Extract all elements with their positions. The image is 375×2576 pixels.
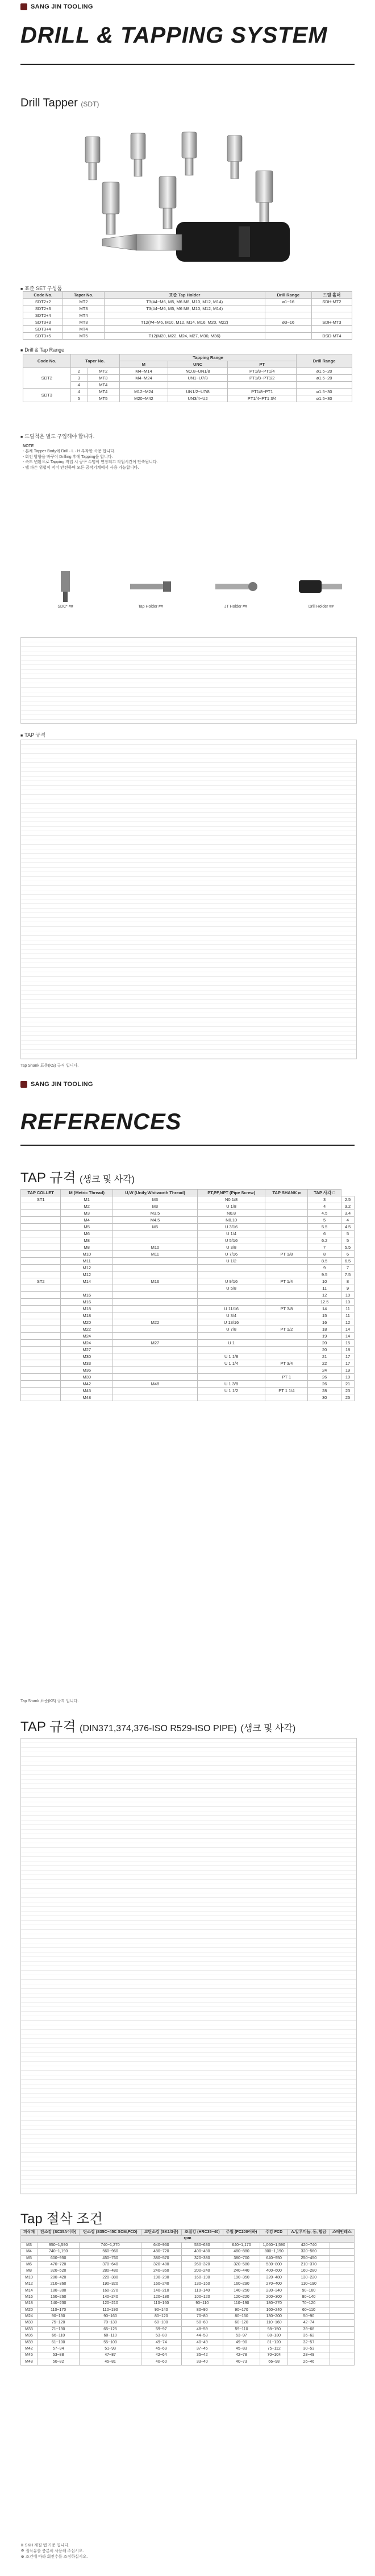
table-row: M3 950~1,590 740~1,270 640~960 530~630 640~1,170 1,060~1,590 420~740 [21, 2242, 355, 2248]
table-row: M18 U 3/4 15 11 [21, 1312, 355, 1319]
table-row: M10 280~420 220~380 190~290 160~190 190~350 320~480 130~220 [21, 2274, 355, 2281]
table-row: M30 75~120 70~130 60~100 50~60 60~120 110~160 42~74 [21, 2320, 355, 2326]
accessory-item: Tap Holder ## [119, 569, 182, 620]
range-table-label: ■ Drill & Tap Range [20, 347, 64, 353]
table-row: 5 MT5 M20~M42 UN3/4~U2 PT1/4~PT1 3/4 ø1.5~30 [23, 395, 352, 402]
tap-holder-icon [128, 569, 173, 603]
references-rule [20, 1145, 355, 1146]
table-row: SDT2+3 MT3 T3(#4~M6, M5, M6 M8, M10, M12, M14) [23, 306, 352, 312]
table-row: SDT2+4 MT4 [23, 312, 352, 319]
set-col-taper: Taper No. [63, 292, 104, 299]
table-row: M30 U 1 1/8 21 17 [21, 1353, 355, 1360]
notes-block: NOTE - 본체 Tapper Body에 Drill · L · H 부착한 사용 합니다. - 회전 방향을 바꾸어 Drilling 후에 Tapping을 합니다. - 속도 변환으로 Tapping 작업 시 공구 수명이 연장되고 작업시간이 단축됩니다. - 탭 파손 위험이 적어 안전하며 모든 공작기계에서 사용 가능합니다. [23, 444, 341, 470]
table-row: M5 600~950 450~760 380~570 320~380 380~700 640~950 250~450 [21, 2255, 355, 2261]
accessory-item: SDC* ## [34, 569, 97, 620]
table-row: M12 210~360 190~320 160~240 130~160 160~290 270~400 110~190 [21, 2281, 355, 2288]
cutting-conditions-title: Tap 절삭 조건 [20, 2211, 103, 2227]
table-row: M36 24 19 [21, 1367, 355, 1374]
table-row: M10 M11 U 7/16 PT 1/8 8 6 [21, 1251, 355, 1258]
tap-spec-table: TAP COLLET M (Metric Thread) U,W (Unify,Whitworth Thread) PT,PF,NPT (Pipe Screw) TAP SHANK ø TAP 사각 □ ST1 M1 M3 N0.1/8 3 2.5 M2 M3 U 1/8 4 3.2 M3 M3.5 N0.8 4.5 3.4 M4 M4.5 N0.10 5 4 M5 M5 U 3/16 5.5 4.5 M6 U 1/4 6 5 M8 U 5/16 6.2 5 M8 M10 U 3/8 7 5.5 M10 M11 U 7/16 PT 1/8 8 6 M11 U 1/2 8.5 6.5 M12 9 7 M12 9.5 7.5 ST2 M14 M16 U 9/16 PT 1/4 10 8 U 5/8 11 9 M16 12 10 M16 12.5 10 M18 U 11/16 PT 3/8 14 11 M18 U 3/4 15 11 M20 M22 U 13/16 16 12 M22 U 7/8 PT 1/2 18 14 M24 19 14 M24 M27 U 1 20 15 M27 20 18 M30 U 1 1/8 21 17 M33 U 1 1/4 PT 3/4 22 17 M36 24 19 M39 PT 1 26 19 M42 M48 U 1 3/8 26 21 M45 U 1 1/2 PT 1 1/4 28 23 M48 30 25 [20, 1189, 355, 1401]
jt-holder-icon [213, 569, 259, 603]
table-row: M45 53~88 47~87 42~64 35~42 42~78 70~104 28~49 [21, 2352, 355, 2359]
table-row: SDT2 2 MT2 M4~M14 NO.8~UN1/8 PT1/8~PT1/4 ø1.5~20 [23, 368, 352, 375]
table-row: 4 MT4 [23, 382, 352, 389]
sdc-icon [54, 569, 77, 603]
product-title: Drill Tapper (SDT) [20, 97, 99, 109]
drill-holder-icon [295, 569, 347, 603]
table-row: M12 9 7 [21, 1265, 355, 1272]
table-row: M24 19 14 [21, 1333, 355, 1340]
table-row: M4 M4.5 N0.10 5 4 [21, 1217, 355, 1224]
brand-name: SANG JIN TOOLING [31, 3, 93, 10]
table-row: M45 U 1 1/2 PT 1 1/4 28 23 [21, 1388, 355, 1394]
table-row: ST2 M14 M16 U 9/16 PT 1/4 10 8 [21, 1278, 355, 1285]
table-row: M33 71~130 65~125 59~97 48~59 59~110 98~150 39~68 [21, 2326, 355, 2333]
table-row: M5 M5 U 3/16 5.5 4.5 [21, 1224, 355, 1231]
table-row: M11 U 1/2 8.5 6.5 [21, 1258, 355, 1265]
table-row: M12 9.5 7.5 [21, 1272, 355, 1278]
title-rule [20, 64, 355, 65]
drill-range-detail-table [20, 637, 357, 724]
set-table [23, 291, 352, 340]
table-row: M2 M3 U 1/8 4 3.2 [21, 1203, 355, 1210]
table-row: U 5/8 11 9 [21, 1285, 355, 1292]
din-tap-table [20, 1738, 357, 2194]
set-col-drill-holder: 드릴 홀더 [311, 292, 352, 299]
table-row: M20 M22 U 13/16 16 12 [21, 1319, 355, 1326]
table-row: SDT2+2 MT2 T3(#4~M6, M5, M6 M8, M10, M12, M14) ø1~16 SDH-MT2 [23, 299, 352, 306]
accessories-label: ■ 드릴척은 별도 구입해야 합니다. [20, 432, 94, 440]
page-title: DRILL & TAPPING SYSTEM [20, 23, 328, 48]
product-photo [68, 131, 307, 273]
tap-holder-note: Tap Shank 표준(KS) 규격 입니다. [20, 1064, 79, 1068]
table-row: M3 M3.5 N0.8 4.5 3.4 [21, 1210, 355, 1217]
table-row: M6 U 1/4 6 5 [21, 1231, 355, 1237]
table-row: M8 U 5/16 6.2 5 [21, 1237, 355, 1244]
tap-spec-title: TAP 규격 (생크 및 사각) [20, 1170, 135, 1186]
range-table: Code No. Taper No. Tapping Range Drill Range M UNC PT SDT2 2 MT2 M4~M14 NO.8~UN1/8 PT1/8~PT1/4 ø1.5~20 3 MT3 M4~M24 UN1~U7/8 PT1/8~PT1/2 ø1.5~20 4 MT4 SDT3 4 MT4 M12~M24 UN1/2~U7/8 PT1/8~PT1 ø1.5~30 5 MT5 M20~M42 UN3/4~U2 PT1/4~PT1 3/4 ø1.5~30 [23, 354, 352, 402]
table-row: M4 740~1,190 560~960 480~720 400~480 480~880 800~1,190 320~560 [21, 2249, 355, 2255]
set-col-drill-range: Drill Range [265, 292, 311, 299]
table-row: M39 PT 1 26 19 [21, 1374, 355, 1381]
table-row: M22 U 7/8 PT 1/2 18 14 [21, 1326, 355, 1333]
tap-holder-label: ■ TAP 규격 [20, 731, 45, 738]
set-col-code: Code No. [23, 292, 63, 299]
cutting-conditions-table: 피삭재 탄소강 (SC35A이하) 탄소강 (S35C~45C SCM,FCD) 고탄소강 (SK1/3종) 조질강 (HRC35~40) 주철 (FC200이하) 주강 FCD A.알루미늄, 동, 합금 스테인레스 rpm M3 950~1,590 740~1,270 640~960 530~630 640~1,170 1,060~1,590 420~740 M4 740~1,190 560~960 480~720 400~480 480~880 800~1,190 320~560 M5 600~950 450~760 380~570 320~380 380~700 640~950 250~450 M6 470~720 370~640 320~480 260~320 320~580 530~800 210~370 M8 320~520 280~480 240~360 200~240 240~440 400~600 160~280 M10 280~420 220~380 190~290 160~190 190~350 320~480 130~220 M12 210~360 190~320 160~240 130~160 160~290 270~400 110~190 M14 180~300 160~270 140~210 110~140 140~250 230~340 90~160 M16 160~260 140~240 120~180 100~120 120~220 200~300 80~140 M18 140~230 120~210 110~160 90~110 110~190 180~270 70~120 M20 110~170 110~190 90~140 80~90 90~170 160~240 60~110 M24 90~150 90~160 80~120 70~80 80~150 130~200 50~90 M30 75~120 70~130 60~100 50~60 60~120 110~160 42~74 M33 71~130 65~125 59~97 48~59 59~110 98~150 39~68 M36 66~110 60~110 53~80 44~53 53~97 88~130 35~62 M39 61~100 55~100 49~74 40~49 49~90 81~120 32~57 M42 57~94 51~93 45~69 37~45 45~83 75~112 30~53 M45 53~88 47~87 42~64 35~42 42~78 70~104 28~49 M48 50~82 45~81 40~60 33~40 40~73 66~98 26~46 [20, 2229, 355, 2366]
product-code: (SDT) [81, 100, 99, 108]
table-row: M24 M27 U 1 20 15 [21, 1340, 355, 1347]
table-row: M27 20 18 [21, 1347, 355, 1353]
brand-logo-icon [20, 1081, 27, 1088]
table-row: M24 90~150 90~160 80~120 70~80 80~150 130~200 50~90 [21, 2314, 355, 2320]
table-row: ST1 M1 M3 N0.1/8 3 2.5 [21, 1196, 355, 1203]
table-row: SDT3+4 MT4 [23, 326, 352, 333]
table-row: M8 320~520 280~480 240~360 200~240 240~440 400~600 160~280 [21, 2268, 355, 2274]
brand-logo-icon [20, 3, 27, 10]
set-table-label: ■ 표준 SET 구성품 [20, 284, 62, 292]
table-row: M16 12.5 10 [21, 1299, 355, 1306]
accessory-row [34, 569, 352, 620]
table-row: M20 110~170 110~190 90~140 80~90 90~170 160~240 60~110 [21, 2307, 355, 2313]
cutting-conditions-notes: ※ SKH 재질 탭 기준 입니다. ※ 절삭유를 충분히 사용해 주십시오. ※ 조건에 따라 회전수를 조정하십시오. [20, 2544, 88, 2559]
table-row: SDT3+5 MT5 T12(M20, M22, M24, M27, M30, M36) DSD-MT4 [23, 333, 352, 340]
table-row: M16 160~260 140~240 120~180 100~120 120~220 200~300 80~140 [21, 2294, 355, 2300]
din-title: TAP 규격 (DIN371,374,376-ISO R529-ISO PIPE) (생크 및 사각) [20, 1719, 296, 1735]
table-row: SDT3 4 MT4 M12~M24 UN1/2~U7/8 PT1/8~PT1 ø1.5~30 [23, 389, 352, 395]
tap-holder-table [20, 740, 357, 1059]
table-row: M42 M48 U 1 3/8 26 21 [21, 1381, 355, 1388]
table-row: M48 50~82 45~81 40~60 33~40 40~73 66~98 26~46 [21, 2359, 355, 2365]
table-row: M14 180~300 160~270 140~210 110~140 140~250 230~340 90~160 [21, 2288, 355, 2294]
accessory-item: JT Holder ## [205, 569, 267, 620]
table-row: M36 66~110 60~110 53~80 44~53 53~97 88~130 35~62 [21, 2333, 355, 2339]
brand [20, 3, 93, 10]
brand-references: SANG JIN TOOLING [20, 1081, 93, 1088]
table-row: M6 470~720 370~640 320~480 260~320 320~580 530~800 210~370 [21, 2261, 355, 2268]
table-row: M48 30 25 [21, 1394, 355, 1401]
accessory-item: Drill Holder ## [290, 569, 352, 620]
table-row: M8 M10 U 3/8 7 5.5 [21, 1244, 355, 1251]
references-title: REFERENCES [20, 1109, 182, 1134]
set-col-holder: 표준 Tap Holder [104, 292, 265, 299]
table-row: M39 61~100 55~100 49~74 40~49 49~90 81~120 32~57 [21, 2339, 355, 2346]
table-row: M16 12 10 [21, 1292, 355, 1299]
tap-spec-note: Tap Shank 표준(KS) 규격 입니다. [20, 1699, 79, 1703]
table-row: SDT3+3 MT3 T12(#4~M6, M10, M12, M14, M16, M20, M22) ø3~16 SDH-MT3 [23, 319, 352, 326]
table-row: M18 U 11/16 PT 3/8 14 11 [21, 1306, 355, 1312]
table-row: M33 U 1 1/4 PT 3/4 22 17 [21, 1360, 355, 1367]
notes-title: NOTE [23, 444, 34, 448]
table-row: M42 57~94 51~93 45~69 37~45 45~83 75~112 30~53 [21, 2346, 355, 2352]
table-row: M18 140~230 120~210 110~160 90~110 110~190 180~270 70~120 [21, 2301, 355, 2307]
table-row: 3 MT3 M4~M24 UN1~U7/8 PT1/8~PT1/2 ø1.5~20 [23, 375, 352, 382]
